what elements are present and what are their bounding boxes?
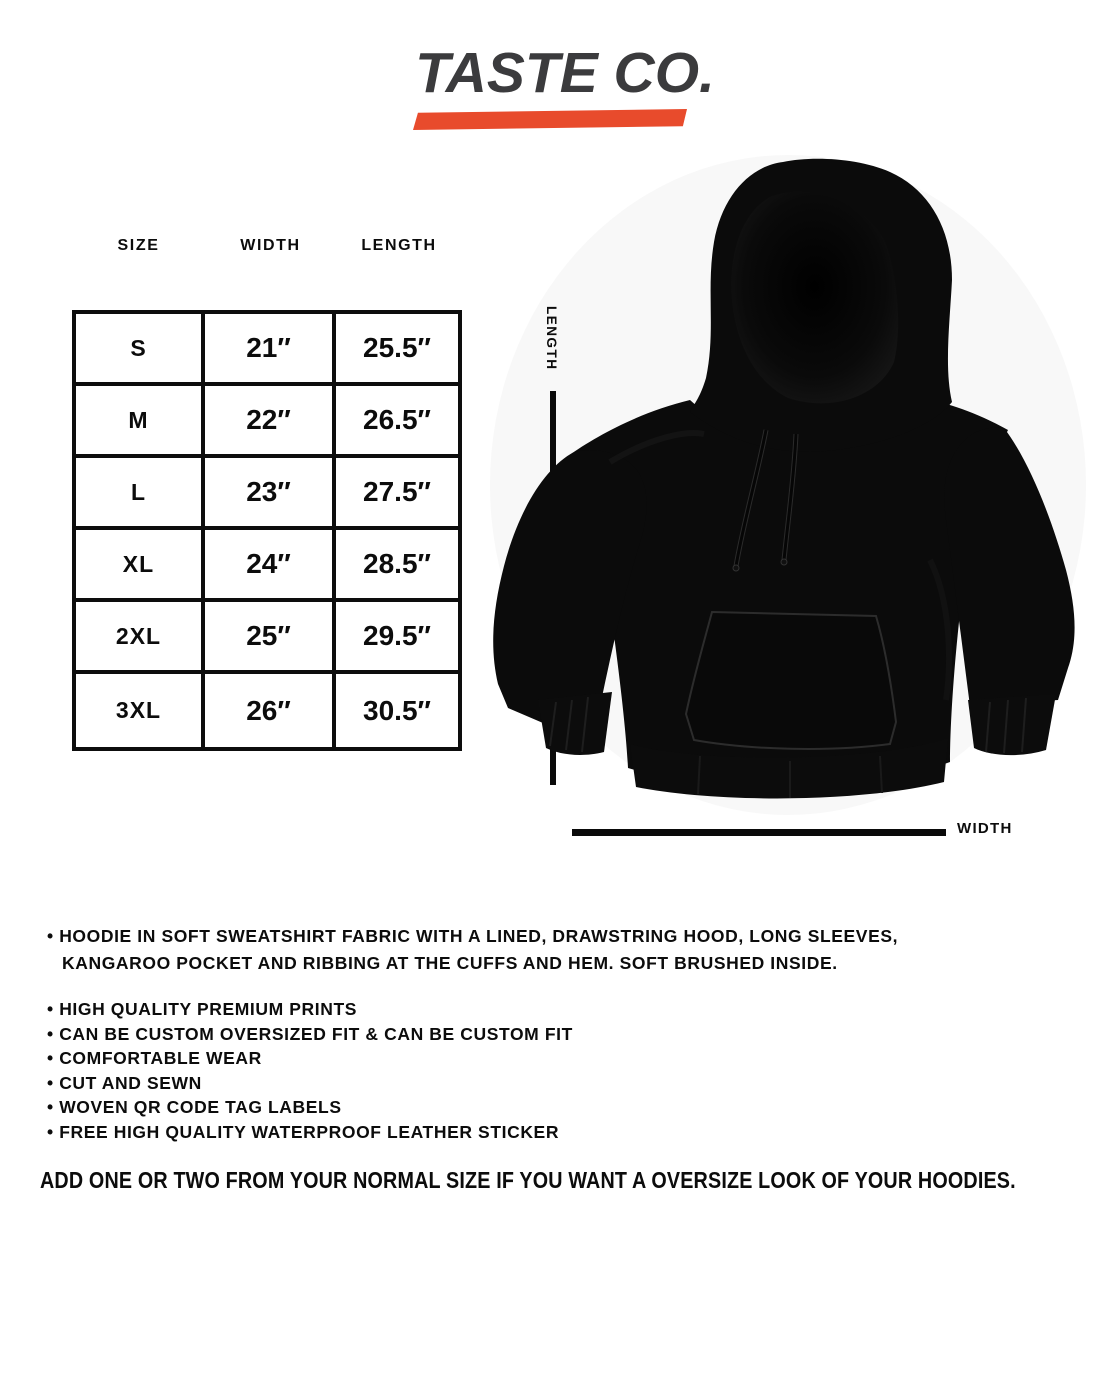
feature-bullet: • FREE HIGH QUALITY WATERPROOF LEATHER STICKER <box>47 1121 560 1142</box>
brand-logo: TASTE CO. <box>415 41 715 105</box>
size-chart-table <box>72 310 462 751</box>
table-cell-length: 30.5″ <box>363 694 431 726</box>
feature-bullet: • HIGH QUALITY PREMIUM PRINTS <box>47 999 358 1019</box>
table-cell-width: 22″ <box>205 386 336 458</box>
table-cell-size: L <box>76 458 205 530</box>
feature-bullet: • CUT AND SEWN <box>47 1072 202 1093</box>
table-cell-size: M <box>76 386 205 458</box>
hoodie-illustration <box>480 150 1090 850</box>
column-header-width: WIDTH <box>240 237 301 254</box>
column-header-size: SIZE <box>117 237 160 254</box>
table-cell-width: 21″ <box>205 314 336 386</box>
width-label: WIDTH <box>957 820 1013 837</box>
feature-bullet: • CAN BE CUSTOM OVERSIZED FIT & CAN BE CUSTOM FIT <box>47 1023 573 1044</box>
table-cell-width: 26″ <box>205 674 336 746</box>
table-cell-length: 27.5″ <box>336 458 458 530</box>
description-line: • HOODIE IN SOFT SWEATSHIRT FABRIC WITH A LINED, DRAWSTRING HOOD, LONG SLEEVES, <box>47 926 899 946</box>
table-cell-length: 25.5″ <box>336 314 458 386</box>
description-line: KANGAROO POCKET AND RIBBING AT THE CUFFS AND HEM. SOFT BRUSHED INSIDE. <box>62 953 838 973</box>
feature-bullet: • COMFORTABLE WEAR <box>47 1048 262 1068</box>
size-chart-headers <box>72 237 462 259</box>
table-cell-size: 2XL <box>76 602 205 674</box>
table-cell-length: 28.5″ <box>336 530 458 602</box>
oversize-note: ADD ONE OR TWO FROM YOUR NORMAL SIZE IF YOU WANT A OVERSIZE LOOK OF YOUR HOODIES. <box>40 1167 1016 1193</box>
width-measure-line <box>572 829 946 836</box>
table-cell-size: 3XL <box>76 674 205 746</box>
feature-bullet-list <box>47 999 573 1146</box>
table-cell-length: 29.5″ <box>336 602 458 674</box>
column-header-length: LENGTH <box>361 237 437 254</box>
table-cell-width: 24″ <box>205 530 336 602</box>
table-cell-size: XL <box>76 530 205 602</box>
length-label: LENGTH <box>544 306 559 371</box>
logo-underline-swoosh <box>413 109 687 130</box>
table-cell-size: S <box>76 314 205 386</box>
feature-bullet: • WOVEN QR CODE TAG LABELS <box>47 1097 342 1117</box>
table-cell-width: 23″ <box>205 458 336 530</box>
table-cell-width: 25″ <box>205 602 336 674</box>
table-cell-length: 26.5″ <box>336 386 458 458</box>
